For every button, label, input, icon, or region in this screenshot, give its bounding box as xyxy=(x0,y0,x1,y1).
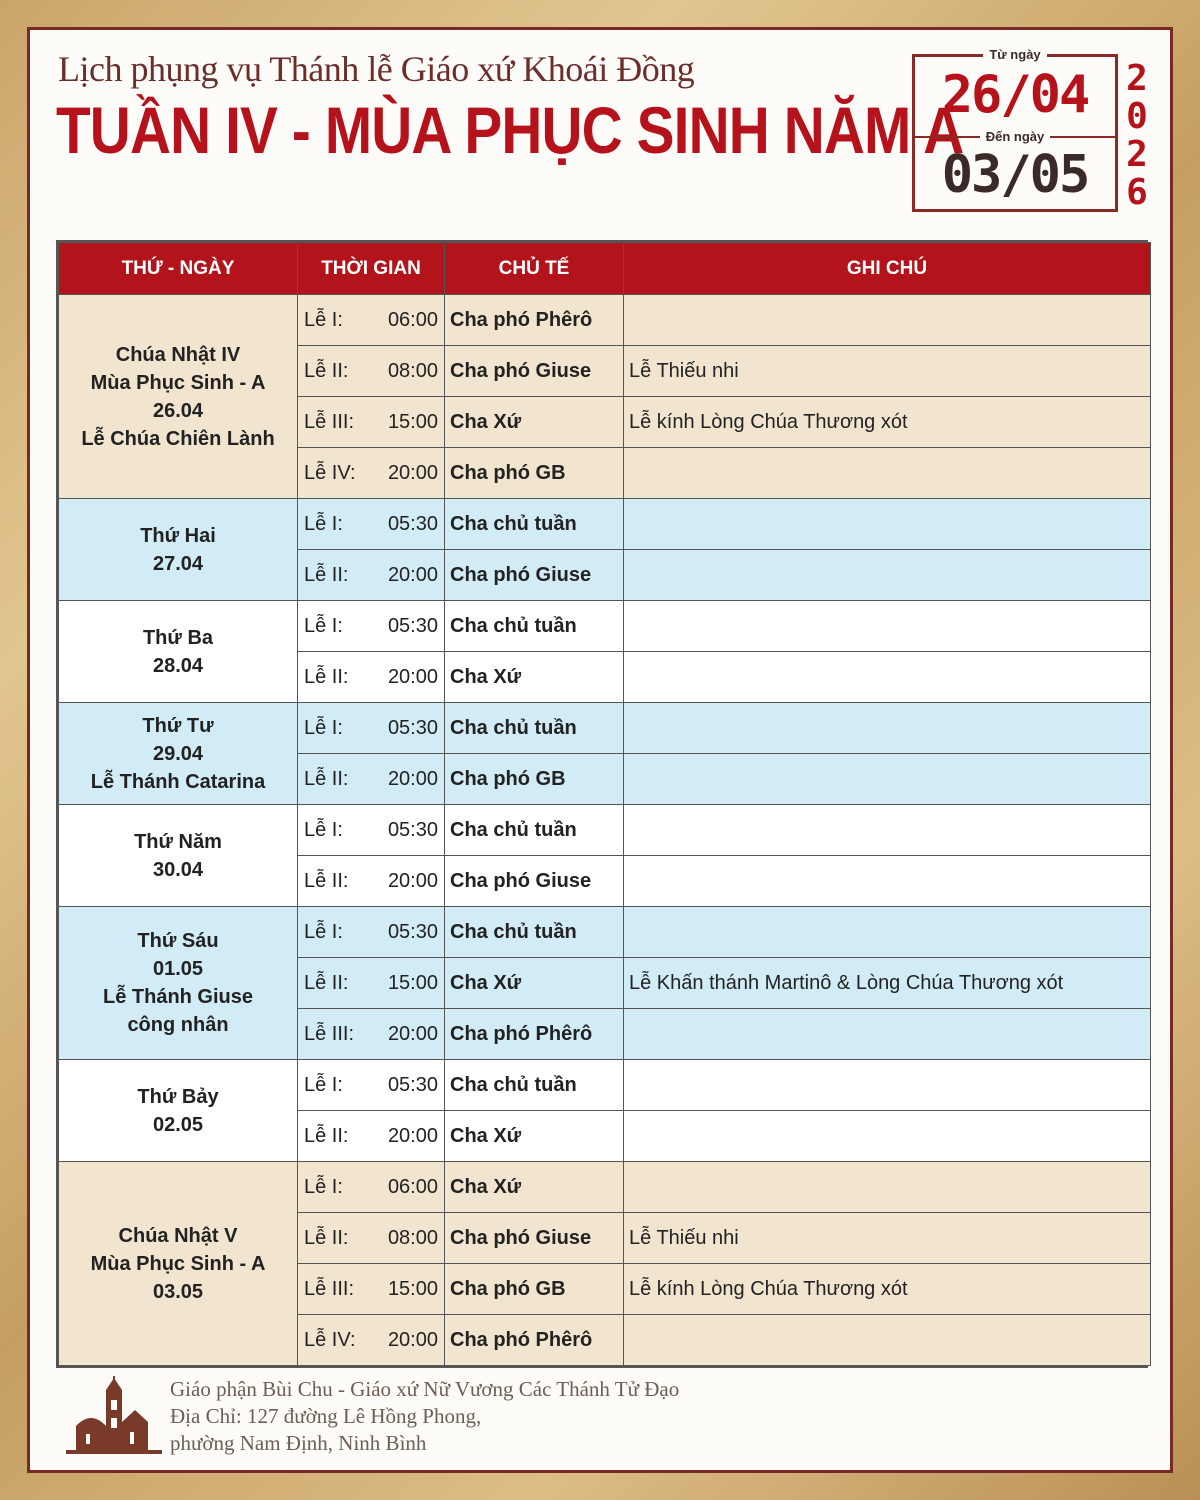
col-header-day: THỨ - NGÀY xyxy=(59,243,298,295)
note-cell xyxy=(624,550,1151,601)
footer-line: Địa Chỉ: 127 đường Lê Hồng Phong, xyxy=(170,1404,482,1428)
mass-label: Lễ II: xyxy=(304,971,349,994)
note-cell: Lễ Thiếu nhi xyxy=(624,346,1151,397)
mass-time: 06:00 xyxy=(387,308,438,331)
day-line: 27.04 xyxy=(152,552,204,575)
day-line: Lễ Chúa Chiên Lành xyxy=(81,427,275,450)
time-cell xyxy=(298,1060,445,1111)
col-header-celebrant: CHỦ TẾ xyxy=(445,243,624,295)
time-cell xyxy=(298,907,445,958)
mass-time: 20:00 xyxy=(387,1124,438,1147)
note-cell xyxy=(624,1162,1151,1213)
mass-label: Lễ II: xyxy=(304,767,349,790)
col-header-time: THỜI GIAN xyxy=(298,243,445,295)
celebrant-cell: Cha phó GB xyxy=(445,1264,624,1315)
celebrant-cell: Cha chủ tuần xyxy=(445,907,624,958)
mass-time: 06:00 xyxy=(387,1175,438,1198)
note-cell xyxy=(624,1060,1151,1111)
table-row xyxy=(59,907,1151,958)
note-cell xyxy=(624,1111,1151,1162)
celebrant-cell: Cha phó GB xyxy=(445,754,624,805)
note-cell xyxy=(624,295,1151,346)
table-row xyxy=(59,1162,1151,1213)
table-row xyxy=(59,805,1151,856)
mass-label: Lễ II: xyxy=(304,869,349,892)
to-label: Đến ngày xyxy=(980,129,1051,144)
time-cell xyxy=(298,652,445,703)
time-cell xyxy=(298,1111,445,1162)
mass-label: Lễ III: xyxy=(304,410,355,433)
church-icon xyxy=(66,1376,162,1468)
day-line: Chúa Nhật IV xyxy=(115,343,241,366)
time-cell xyxy=(298,1315,445,1366)
day-line: Lễ Thánh Catarina xyxy=(90,770,266,793)
celebrant-cell: Cha Xứ xyxy=(445,397,624,448)
note-cell xyxy=(624,856,1151,907)
note-cell: Lễ Thiếu nhi xyxy=(624,1213,1151,1264)
year-vertical xyxy=(1122,60,1152,212)
mass-time: 15:00 xyxy=(387,410,438,433)
year-digit: 0 xyxy=(1126,96,1148,137)
footer-address xyxy=(170,1376,679,1457)
day-cell xyxy=(59,295,298,499)
mass-time: 05:30 xyxy=(387,920,438,943)
note-cell xyxy=(624,601,1151,652)
footer-line: phường Nam Định, Ninh Bình xyxy=(170,1431,427,1455)
mass-time: 05:30 xyxy=(387,512,438,535)
day-line: 28.04 xyxy=(152,654,204,677)
note-cell xyxy=(624,754,1151,805)
day-line: công nhân xyxy=(127,1014,229,1036)
mass-schedule-table xyxy=(56,240,1148,1368)
day-line: Thứ Hai xyxy=(140,524,216,547)
mass-label: Lễ I: xyxy=(304,716,343,739)
note-cell: Lễ Khấn thánh Martinô & Lòng Chúa Thương xót xyxy=(624,958,1151,1009)
day-line: 03.05 xyxy=(152,1280,204,1303)
mass-label: Lễ III: xyxy=(304,1022,355,1045)
day-line: Thứ Năm xyxy=(134,830,222,853)
table-row xyxy=(59,295,1151,346)
celebrant-cell: Cha Xứ xyxy=(445,958,624,1009)
day-line: 01.05 xyxy=(152,958,204,980)
time-cell xyxy=(298,550,445,601)
table-row xyxy=(59,499,1151,550)
mass-label: Lễ IV: xyxy=(304,1328,356,1351)
mass-label: Lễ II: xyxy=(304,359,349,382)
note-cell xyxy=(624,1315,1151,1366)
col-header-note: GHI CHÚ xyxy=(624,243,1151,295)
celebrant-cell: Cha phó Giuse xyxy=(445,346,624,397)
day-cell xyxy=(59,601,298,703)
mass-time: 08:00 xyxy=(387,1226,438,1249)
mass-label: Lễ I: xyxy=(304,1073,343,1096)
mass-time: 20:00 xyxy=(387,767,438,790)
mass-time: 20:00 xyxy=(387,461,438,484)
year-digit: 2 xyxy=(1126,58,1148,99)
celebrant-cell: Cha chủ tuần xyxy=(445,703,624,754)
celebrant-cell: Cha phó Giuse xyxy=(445,856,624,907)
mass-time: 05:30 xyxy=(387,1073,438,1096)
mass-label: Lễ II: xyxy=(304,1226,349,1249)
mass-time: 05:30 xyxy=(387,614,438,637)
time-cell xyxy=(298,397,445,448)
mass-time: 05:30 xyxy=(387,818,438,841)
time-cell xyxy=(298,295,445,346)
mass-label: Lễ IV: xyxy=(304,461,356,484)
day-cell xyxy=(59,499,298,601)
date-range-box xyxy=(912,47,1118,212)
day-line: Thứ Sáu xyxy=(137,930,219,952)
mass-label: Lễ II: xyxy=(304,665,349,688)
table-row xyxy=(59,601,1151,652)
celebrant-cell: Cha chủ tuần xyxy=(445,499,624,550)
time-cell xyxy=(298,1213,445,1264)
day-line: Thứ Ba xyxy=(142,626,214,649)
year-digit: 2 xyxy=(1126,134,1148,175)
day-line: Mùa Phục Sinh - A xyxy=(90,371,266,394)
celebrant-cell: Cha phó Giuse xyxy=(445,1213,624,1264)
celebrant-cell: Cha chủ tuần xyxy=(445,1060,624,1111)
celebrant-cell: Cha phó Phêrô xyxy=(445,1315,624,1366)
day-cell xyxy=(59,1162,298,1366)
day-line: Mùa Phục Sinh - A xyxy=(90,1252,266,1275)
day-cell xyxy=(59,703,298,805)
to-date: 03/05 xyxy=(941,145,1089,205)
mass-label: Lễ II: xyxy=(304,1124,349,1147)
celebrant-cell: Cha phó Phêrô xyxy=(445,295,624,346)
day-line: Thứ Bảy xyxy=(137,1085,219,1108)
day-line: Chúa Nhật V xyxy=(118,1224,238,1247)
mass-time: 20:00 xyxy=(387,869,438,892)
day-line: Lễ Thánh Giuse xyxy=(102,986,254,1008)
day-line: 26.04 xyxy=(152,399,204,422)
time-cell xyxy=(298,601,445,652)
note-cell xyxy=(624,907,1151,958)
mass-label: Lễ I: xyxy=(304,614,343,637)
celebrant-cell: Cha Xứ xyxy=(445,1162,624,1213)
mass-time: 05:30 xyxy=(387,716,438,739)
celebrant-cell: Cha phó Giuse xyxy=(445,550,624,601)
note-cell xyxy=(624,652,1151,703)
celebrant-cell: Cha phó Phêrô xyxy=(445,1009,624,1060)
mass-label: Lễ III: xyxy=(304,1277,355,1300)
note-cell xyxy=(624,448,1151,499)
mass-label: Lễ I: xyxy=(304,818,343,841)
table-header-row xyxy=(59,243,1151,295)
time-cell xyxy=(298,346,445,397)
time-cell xyxy=(298,856,445,907)
celebrant-cell: Cha Xứ xyxy=(445,652,624,703)
note-cell: Lễ kính Lòng Chúa Thương xót xyxy=(624,397,1151,448)
mass-time: 20:00 xyxy=(387,563,438,586)
time-cell xyxy=(298,1162,445,1213)
schedule-frame xyxy=(27,27,1173,1473)
mass-time: 20:00 xyxy=(387,1022,438,1045)
footer-line: Giáo phận Bùi Chu - Giáo xứ Nữ Vương Các Thánh Tử Đạo xyxy=(170,1377,680,1401)
mass-time: 20:00 xyxy=(387,665,438,688)
day-cell xyxy=(59,1060,298,1162)
day-cell xyxy=(59,805,298,907)
mass-time: 08:00 xyxy=(387,359,438,382)
from-label: Từ ngày xyxy=(983,47,1046,62)
celebrant-cell: Cha Xứ xyxy=(445,1111,624,1162)
celebrant-cell: Cha chủ tuần xyxy=(445,601,624,652)
day-cell xyxy=(59,907,298,1060)
day-line: 29.04 xyxy=(152,742,204,765)
day-line: 02.05 xyxy=(152,1113,204,1136)
time-cell xyxy=(298,448,445,499)
day-line: 30.04 xyxy=(152,858,204,881)
from-date: 26/04 xyxy=(941,65,1089,125)
mass-label: Lễ I: xyxy=(304,1175,343,1198)
mass-label: Lễ I: xyxy=(304,920,343,943)
mass-label: Lễ II: xyxy=(304,563,349,586)
mass-time: 15:00 xyxy=(387,971,438,994)
note-cell: Lễ kính Lòng Chúa Thương xót xyxy=(624,1264,1151,1315)
mass-time: 20:00 xyxy=(387,1328,438,1351)
year-digit: 6 xyxy=(1126,172,1148,213)
note-cell xyxy=(624,499,1151,550)
page-title: TUẦN IV - MÙA PHỤC SINH NĂM A xyxy=(56,93,964,167)
table-row xyxy=(59,1060,1151,1111)
time-cell xyxy=(298,754,445,805)
mass-label: Lễ I: xyxy=(304,308,343,331)
time-cell xyxy=(298,958,445,1009)
day-line: Thứ Tư xyxy=(142,714,214,737)
celebrant-cell: Cha chủ tuần xyxy=(445,805,624,856)
time-cell xyxy=(298,499,445,550)
table-row xyxy=(59,703,1151,754)
note-cell xyxy=(624,805,1151,856)
note-cell xyxy=(624,1009,1151,1060)
celebrant-cell: Cha phó GB xyxy=(445,448,624,499)
mass-label: Lễ I: xyxy=(304,512,343,535)
page-subtitle: Lịch phụng vụ Thánh lễ Giáo xứ Khoái Đồng xyxy=(58,49,695,89)
time-cell xyxy=(298,805,445,856)
mass-time: 15:00 xyxy=(387,1277,438,1300)
time-cell xyxy=(298,1264,445,1315)
note-cell xyxy=(624,703,1151,754)
time-cell xyxy=(298,1009,445,1060)
time-cell xyxy=(298,703,445,754)
